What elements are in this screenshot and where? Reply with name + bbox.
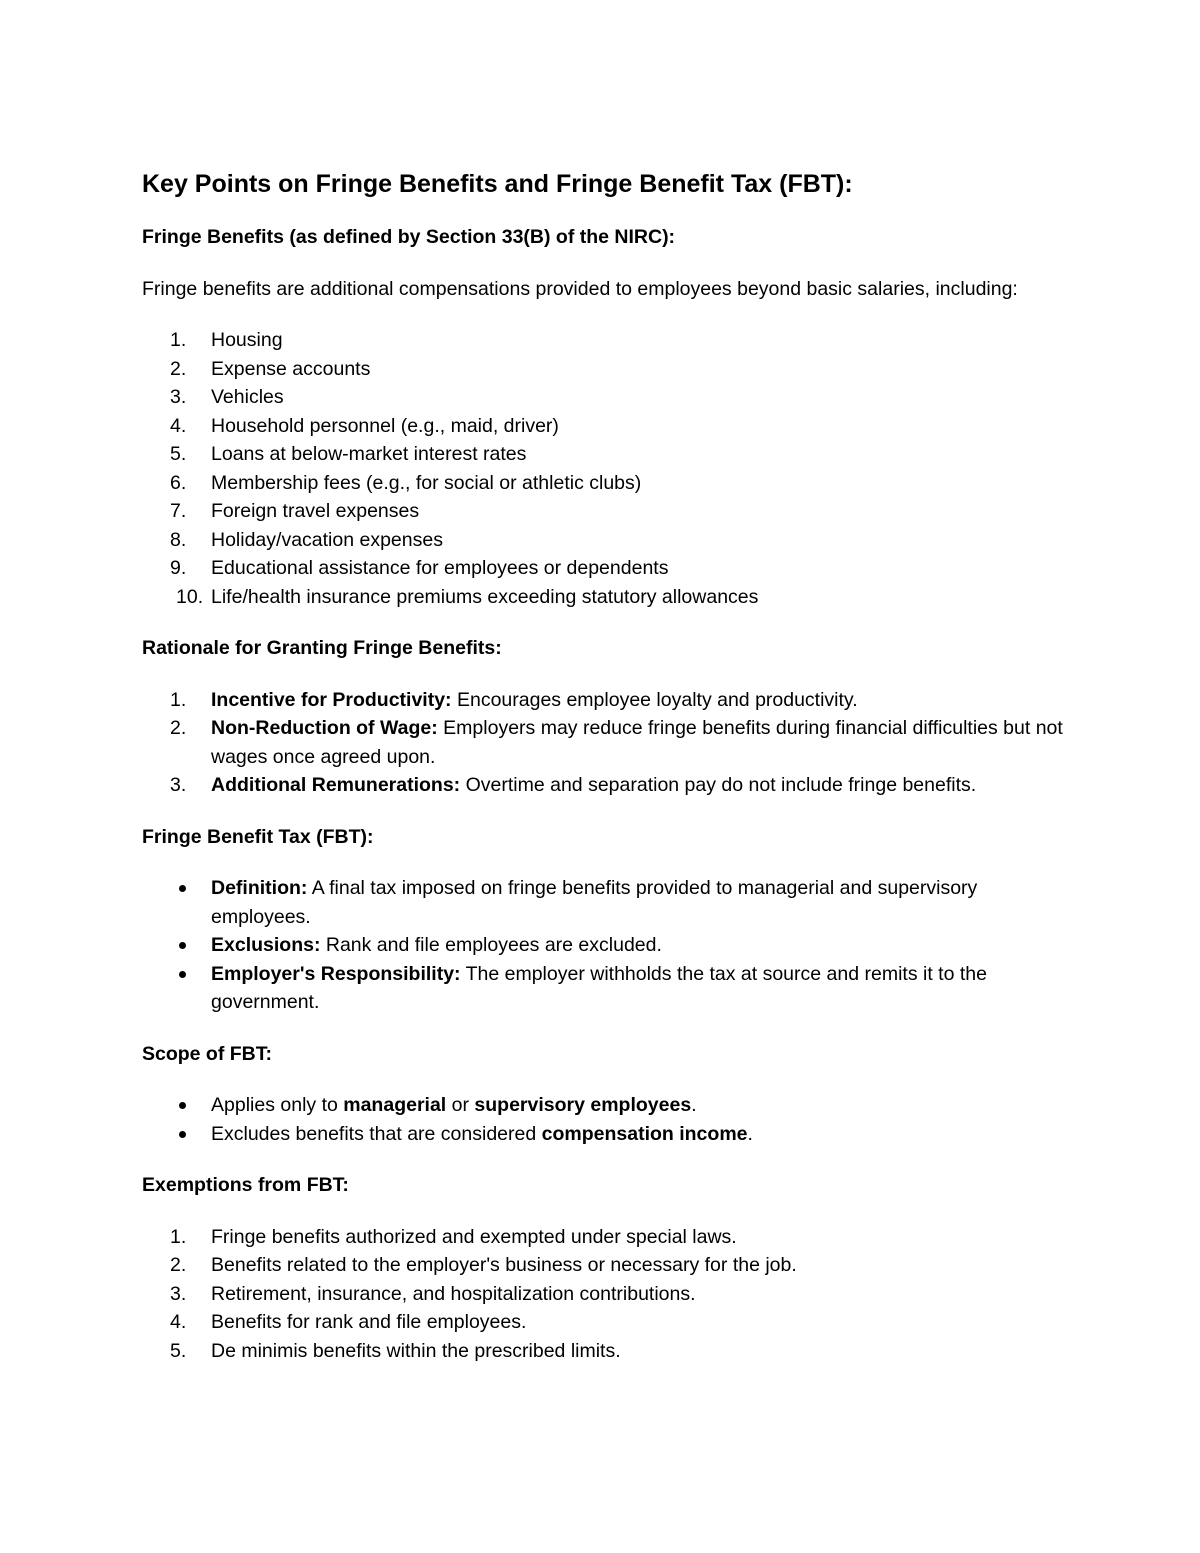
- list-item-text: Housing: [211, 329, 283, 351]
- list-item-label: Exclusions:: [211, 934, 321, 956]
- list-item-text: Membership fees (e.g., for social or athletic clubs): [211, 471, 642, 494]
- list-number: 4.: [170, 414, 187, 437]
- scope-list: [142, 1091, 1072, 1148]
- list-number: 2.: [170, 357, 187, 380]
- list-item-label: Additional Remunerations:: [211, 774, 461, 796]
- scope-text-post: .: [747, 1122, 753, 1145]
- list-item: [142, 771, 1072, 800]
- list-item-text: Fringe benefits authorized and exempted under special laws.: [211, 1225, 737, 1248]
- fringe-benefits-intro: Fringe benefits are additional compensations provided to employees beyond basic salaries, including:: [142, 277, 1018, 300]
- list-item: [142, 1308, 1072, 1337]
- scope-heading: Scope of FBT:: [142, 1042, 272, 1065]
- list-number: 5.: [170, 443, 187, 465]
- fringe-benefits-heading: Fringe Benefits (as defined by Section 33(B) of the NIRC):: [142, 226, 676, 248]
- list-item: [142, 554, 1072, 583]
- list-number: 3.: [170, 386, 187, 408]
- scope-text-post: .: [691, 1094, 697, 1116]
- list-item: [142, 1120, 1072, 1149]
- list-item-text: Employers may reduce fringe benefits during financial difficulties but not wages once agreed upon.: [211, 717, 1063, 768]
- list-number: 9.: [170, 557, 187, 579]
- list-number: 1.: [170, 1225, 187, 1248]
- rationale-heading: Rationale for Granting Fringe Benefits:: [142, 637, 502, 659]
- list-number: 3.: [170, 774, 187, 796]
- list-item-text: Life/health insurance premiums exceeding statutory allowances: [211, 585, 759, 608]
- list-item: [142, 714, 1072, 771]
- list-item-text: Encourages employee loyalty and productivity.: [451, 688, 858, 711]
- list-item-text: Benefits for rank and file employees.: [211, 1311, 527, 1333]
- bullet-icon: [179, 1131, 186, 1138]
- list-number: 8.: [170, 528, 187, 551]
- list-item: [142, 686, 1072, 715]
- exemptions-heading: Exemptions from FBT:: [142, 1174, 349, 1196]
- scope-term-compensation: compensation income: [541, 1122, 748, 1145]
- bullet-icon: [179, 885, 186, 892]
- list-item-label: Definition:: [211, 877, 308, 899]
- list-number: 1.: [170, 688, 187, 711]
- list-number: 3.: [170, 1282, 187, 1305]
- list-item: [142, 874, 1072, 931]
- list-item-text: Overtime and separation pay do not include fringe benefits.: [460, 774, 977, 796]
- list-number: 2.: [170, 717, 187, 739]
- bullet-icon: [179, 942, 186, 949]
- list-item-text: Benefits related to the employer's business or necessary for the job.: [211, 1254, 797, 1276]
- bullet-icon: [179, 1102, 186, 1109]
- list-item: [142, 960, 1072, 1017]
- list-item: [142, 326, 1072, 355]
- list-number: 2.: [170, 1254, 187, 1276]
- list-item-text: Household personnel (e.g., maid, driver): [211, 414, 559, 437]
- scope-text-mid: or: [446, 1094, 475, 1116]
- list-item: [142, 355, 1072, 384]
- list-item: [142, 440, 1072, 469]
- list-number: 4.: [170, 1311, 187, 1333]
- list-item-text: A final tax imposed on fringe benefits provided to managerial and supervisory employees.: [211, 877, 978, 928]
- scope-text-pre: Applies only to: [211, 1094, 344, 1116]
- list-item: [142, 1091, 1072, 1120]
- fringe-benefits-list: [142, 326, 1072, 611]
- list-item: [142, 469, 1072, 498]
- fbt-list: [142, 874, 1072, 1017]
- list-item-label: Incentive for Productivity:: [211, 688, 452, 711]
- list-item: [142, 1251, 1072, 1280]
- list-item-text: The employer withholds the tax at source and remits it to the government.: [211, 962, 987, 1013]
- exemptions-list: [142, 1223, 1072, 1366]
- list-item: [142, 1337, 1072, 1366]
- list-item: [142, 383, 1072, 412]
- document-page: [142, 166, 1072, 1388]
- list-item: [142, 583, 1072, 612]
- list-number: 1.: [170, 329, 187, 351]
- list-number: 6.: [170, 471, 187, 494]
- bullet-icon: [179, 971, 186, 978]
- list-item-text: Retirement, insurance, and hospitalization contributions.: [211, 1282, 696, 1305]
- document-title: Key Points on Fringe Benefits and Fringe Benefit Tax (FBT):: [142, 170, 853, 198]
- list-item-text: Rank and file employees are excluded.: [320, 934, 662, 956]
- list-item: [142, 1223, 1072, 1252]
- list-item-text: Holiday/vacation expenses: [211, 528, 443, 551]
- list-item: [142, 526, 1072, 555]
- list-item-text: De minimis benefits within the prescribed limits.: [211, 1339, 621, 1362]
- list-item-text: Vehicles: [211, 386, 284, 408]
- list-item-text: Foreign travel expenses: [211, 500, 420, 522]
- scope-text-pre: Excludes benefits that are considered: [211, 1122, 542, 1145]
- list-number: 5.: [170, 1339, 187, 1362]
- list-item-text: Loans at below-market interest rates: [211, 443, 527, 465]
- list-number: 7.: [170, 500, 187, 522]
- list-item: [142, 1280, 1072, 1309]
- rationale-list: [142, 686, 1072, 800]
- scope-term-managerial: managerial: [343, 1094, 447, 1116]
- list-number: 10.: [176, 585, 204, 608]
- list-item-text: Expense accounts: [211, 357, 371, 380]
- scope-term-supervisory: supervisory employees: [474, 1094, 692, 1116]
- list-item: [142, 931, 1072, 960]
- fbt-heading: Fringe Benefit Tax (FBT):: [142, 825, 374, 848]
- list-item-label: Employer's Responsibility:: [211, 962, 461, 985]
- list-item: [142, 412, 1072, 441]
- list-item-label: Non-Reduction of Wage:: [211, 717, 438, 739]
- list-item: [142, 497, 1072, 526]
- list-item-text: Educational assistance for employees or dependents: [211, 557, 669, 579]
